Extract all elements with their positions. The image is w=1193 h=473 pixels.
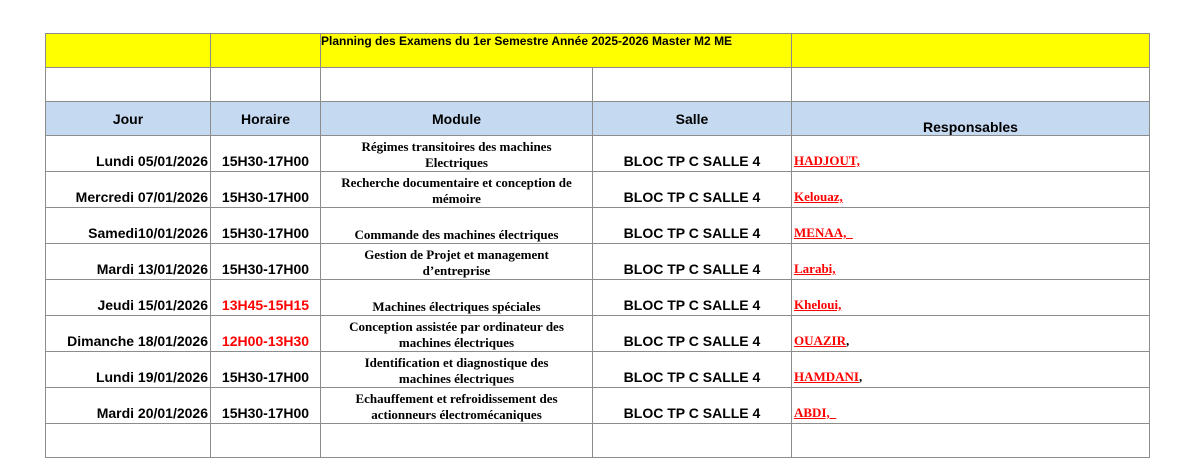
module-cell[interactable] <box>321 316 593 352</box>
time-cell[interactable]: 15H30-17H00 <box>211 244 321 280</box>
module-line-1: Echauffement et refroidissement des <box>355 391 558 406</box>
module-line-2: Electriques <box>425 155 488 170</box>
responsible-name: Kheloui, <box>794 297 842 312</box>
table-row <box>46 352 1150 388</box>
table-row <box>46 316 1150 352</box>
cell[interactable] <box>593 424 792 458</box>
responsible-cell[interactable] <box>792 280 1150 316</box>
responsible-name: Larabi, <box>794 261 836 276</box>
empty-row <box>46 424 1150 458</box>
responsible-cell[interactable] <box>792 136 1150 172</box>
blank-row <box>46 68 1150 102</box>
day-cell[interactable]: Lundi 05/01/2026 <box>46 136 211 172</box>
responsible-suffix: , <box>846 333 850 348</box>
module-line-1: Régimes transitoires des machines <box>361 139 552 154</box>
table-row <box>46 244 1150 280</box>
module-line-1: Identification et diagnostique des <box>364 355 549 370</box>
table-row <box>46 172 1150 208</box>
time-cell[interactable]: 15H30-17H00 <box>211 208 321 244</box>
day-cell[interactable]: Mercredi 07/01/2026 <box>46 172 211 208</box>
room-cell[interactable]: BLOC TP C SALLE 4 <box>593 388 792 424</box>
cell[interactable] <box>46 424 211 458</box>
table-row <box>46 388 1150 424</box>
cell[interactable] <box>321 424 593 458</box>
day-cell[interactable]: Samedi10/01/2026 <box>46 208 211 244</box>
table-row <box>46 208 1150 244</box>
schedule-title[interactable]: Planning des Examens du 1er Semestre Année 2025-2026 Master M2 ME <box>321 34 792 68</box>
day-cell[interactable]: Jeudi 15/01/2026 <box>46 280 211 316</box>
day-cell[interactable]: Dimanche 18/01/2026 <box>46 316 211 352</box>
module-line-2: d’entreprise <box>422 263 491 278</box>
time-cell[interactable]: 15H30-17H00 <box>211 352 321 388</box>
module-line-2: Commande des machines électriques <box>354 227 559 242</box>
header-horaire[interactable]: Horaire <box>211 102 321 136</box>
header-row <box>46 102 1150 136</box>
responsible-name: OUAZIR <box>794 333 847 348</box>
time-cell[interactable]: 12H00-13H30 <box>211 316 321 352</box>
cell[interactable] <box>46 34 211 68</box>
room-cell[interactable]: BLOC TP C SALLE 4 <box>593 352 792 388</box>
day-cell[interactable]: Mardi 20/01/2026 <box>46 388 211 424</box>
responsible-suffix: , <box>859 369 863 384</box>
responsible-name: HADJOUT, <box>794 153 860 168</box>
module-cell[interactable] <box>321 352 593 388</box>
time-cell[interactable]: 15H30-17H00 <box>211 136 321 172</box>
time-cell[interactable]: 15H30-17H00 <box>211 172 321 208</box>
responsible-cell[interactable] <box>792 388 1150 424</box>
time-cell[interactable]: 15H30-17H00 <box>211 388 321 424</box>
cell[interactable] <box>211 424 321 458</box>
module-line-1: Recherche documentaire et conception de <box>341 175 572 190</box>
module-line-1: Conception assistée par ordinateur des <box>349 319 564 334</box>
module-line-1: Gestion de Projet et management <box>364 247 549 262</box>
exam-schedule-table <box>45 33 1150 458</box>
room-cell[interactable]: BLOC TP C SALLE 4 <box>593 316 792 352</box>
table-row <box>46 136 1150 172</box>
responsible-name: Kelouaz, <box>794 189 843 204</box>
module-cell[interactable] <box>321 136 593 172</box>
module-line-2: mémoire <box>432 191 481 206</box>
responsible-cell[interactable] <box>792 316 1150 352</box>
module-cell[interactable] <box>321 244 593 280</box>
header-jour[interactable]: Jour <box>46 102 211 136</box>
module-cell[interactable] <box>321 280 593 316</box>
responsible-name: HAMDANI <box>794 369 859 384</box>
responsible-name: ABDI, <box>794 405 837 420</box>
cell[interactable] <box>46 68 211 102</box>
header-responsables[interactable]: Responsables <box>792 102 1150 136</box>
responsible-cell[interactable] <box>792 244 1150 280</box>
room-cell[interactable]: BLOC TP C SALLE 4 <box>593 172 792 208</box>
module-line-2: Machines électriques spéciales <box>372 299 541 314</box>
cell[interactable] <box>792 68 1150 102</box>
cell[interactable] <box>792 424 1150 458</box>
header-salle[interactable]: Salle <box>593 102 792 136</box>
responsible-cell[interactable] <box>792 352 1150 388</box>
header-module[interactable]: Module <box>321 102 593 136</box>
module-line-2: machines électriques <box>398 371 515 386</box>
module-cell[interactable] <box>321 172 593 208</box>
day-cell[interactable]: Lundi 19/01/2026 <box>46 352 211 388</box>
responsible-cell[interactable] <box>792 208 1150 244</box>
day-cell[interactable]: Mardi 13/01/2026 <box>46 244 211 280</box>
room-cell[interactable]: BLOC TP C SALLE 4 <box>593 244 792 280</box>
table-row <box>46 280 1150 316</box>
room-cell[interactable]: BLOC TP C SALLE 4 <box>593 136 792 172</box>
room-cell[interactable]: BLOC TP C SALLE 4 <box>593 280 792 316</box>
room-cell[interactable]: BLOC TP C SALLE 4 <box>593 208 792 244</box>
cell[interactable] <box>211 34 321 68</box>
module-cell[interactable] <box>321 208 593 244</box>
module-cell[interactable] <box>321 388 593 424</box>
responsible-cell[interactable] <box>792 172 1150 208</box>
responsible-name: MENAA, <box>794 225 853 240</box>
cell[interactable] <box>792 34 1150 68</box>
cell[interactable] <box>321 68 593 102</box>
module-line-2: machines électriques <box>398 335 515 350</box>
cell[interactable] <box>593 68 792 102</box>
cell[interactable] <box>211 68 321 102</box>
time-cell[interactable]: 13H45-15H15 <box>211 280 321 316</box>
title-row <box>46 34 1150 68</box>
module-line-2: actionneurs électromécaniques <box>371 407 542 422</box>
